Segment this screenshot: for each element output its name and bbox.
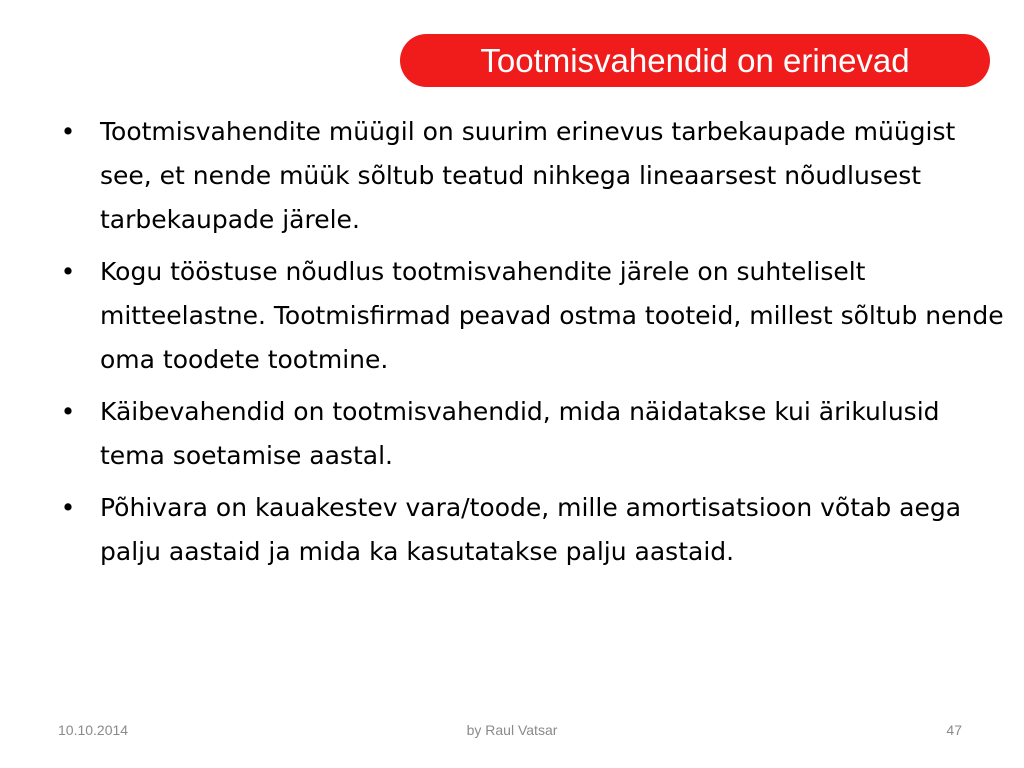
slide-title: Tootmisvahendid on erinevad (480, 42, 910, 79)
bullet-icon: • (60, 493, 76, 522)
bullet-item (58, 486, 1008, 574)
bullet-item (58, 250, 1008, 382)
bullet-text: Käibevahendid on tootmisvahendid, mida näidatakse kui ärikulusid tema soetamise aastal. (100, 397, 940, 470)
footer-page-number: 47 (946, 722, 962, 738)
bullet-item (58, 110, 1008, 242)
bullet-text: Põhivara on kauakestev vara/toode, mille amortisatsioon võtab aega palju aastaid ja mida ka kasutatakse palju aastaid. (100, 493, 962, 566)
bullet-icon: • (60, 117, 76, 146)
title-banner (400, 34, 990, 87)
bullet-text: Kogu tööstuse nõudlus tootmisvahendite järele on suhteliselt mitteelastne. Tootmisfirmad peavad ostma tooteid, millest sõltub nende oma toodete tootmine. (100, 257, 1004, 374)
bullet-list (58, 110, 1008, 582)
footer-date: 10.10.2014 (58, 722, 129, 738)
bullet-text: Tootmisvahendite müügil on suurim erinevus tarbekaupade müügist see, et nende müük sõltub teatud nihkega lineaarsest nõudlusest tarbekaupade järele. (100, 117, 956, 234)
footer-author: by Raul Vatsar (466, 722, 558, 738)
bullet-icon: • (60, 257, 76, 286)
bullet-icon: • (60, 397, 76, 426)
bullet-item (58, 390, 1008, 478)
